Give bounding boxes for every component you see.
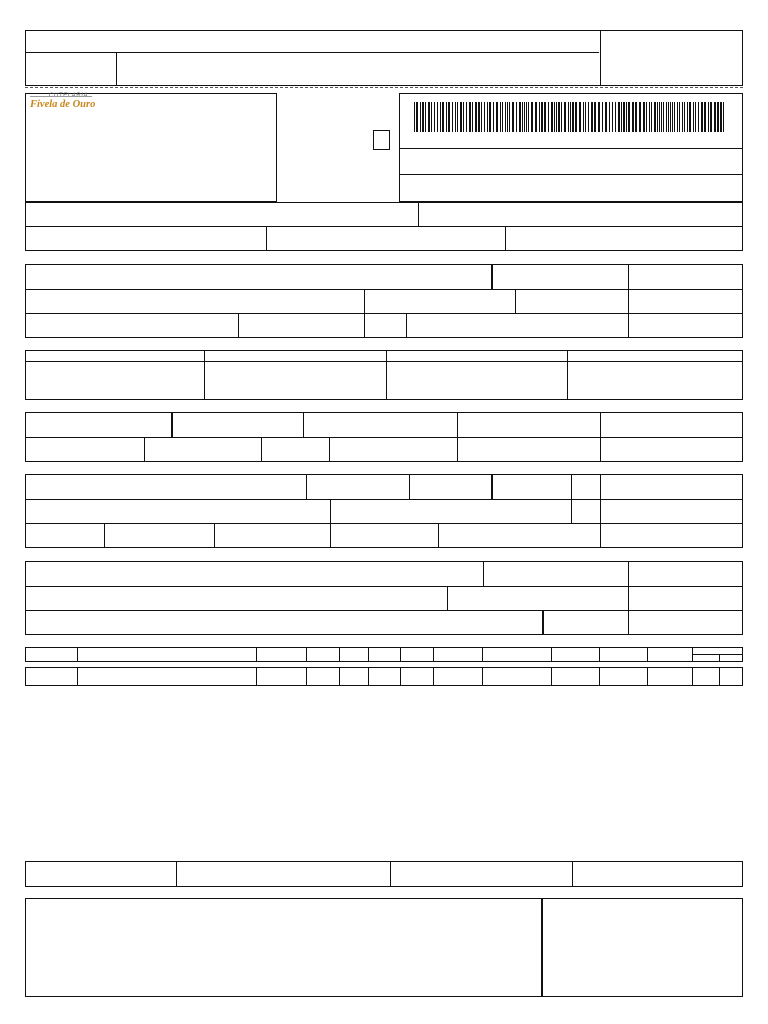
entry-exit-box <box>373 130 390 150</box>
recipient-block <box>25 264 743 338</box>
cut-line <box>25 87 743 88</box>
invoice-block <box>25 350 743 400</box>
additional-data-block <box>25 898 743 997</box>
products-table-row <box>25 667 743 686</box>
logo-small-text: CUTELARIA <box>49 93 89 99</box>
state-registration-row <box>25 226 743 251</box>
tax-calculation-block <box>25 412 743 462</box>
service-block <box>25 561 743 635</box>
logo-main-text: Fivela de Ouro <box>30 99 96 110</box>
company-logo <box>30 93 96 113</box>
products-table-header <box>25 647 743 662</box>
receipt-stub <box>25 30 743 86</box>
emitter-box <box>25 93 277 202</box>
access-key-box <box>399 93 743 202</box>
totals-strip <box>25 861 743 887</box>
nature-operation-row <box>25 202 743 227</box>
carrier-block <box>25 474 743 548</box>
barcode-icon <box>414 102 728 132</box>
